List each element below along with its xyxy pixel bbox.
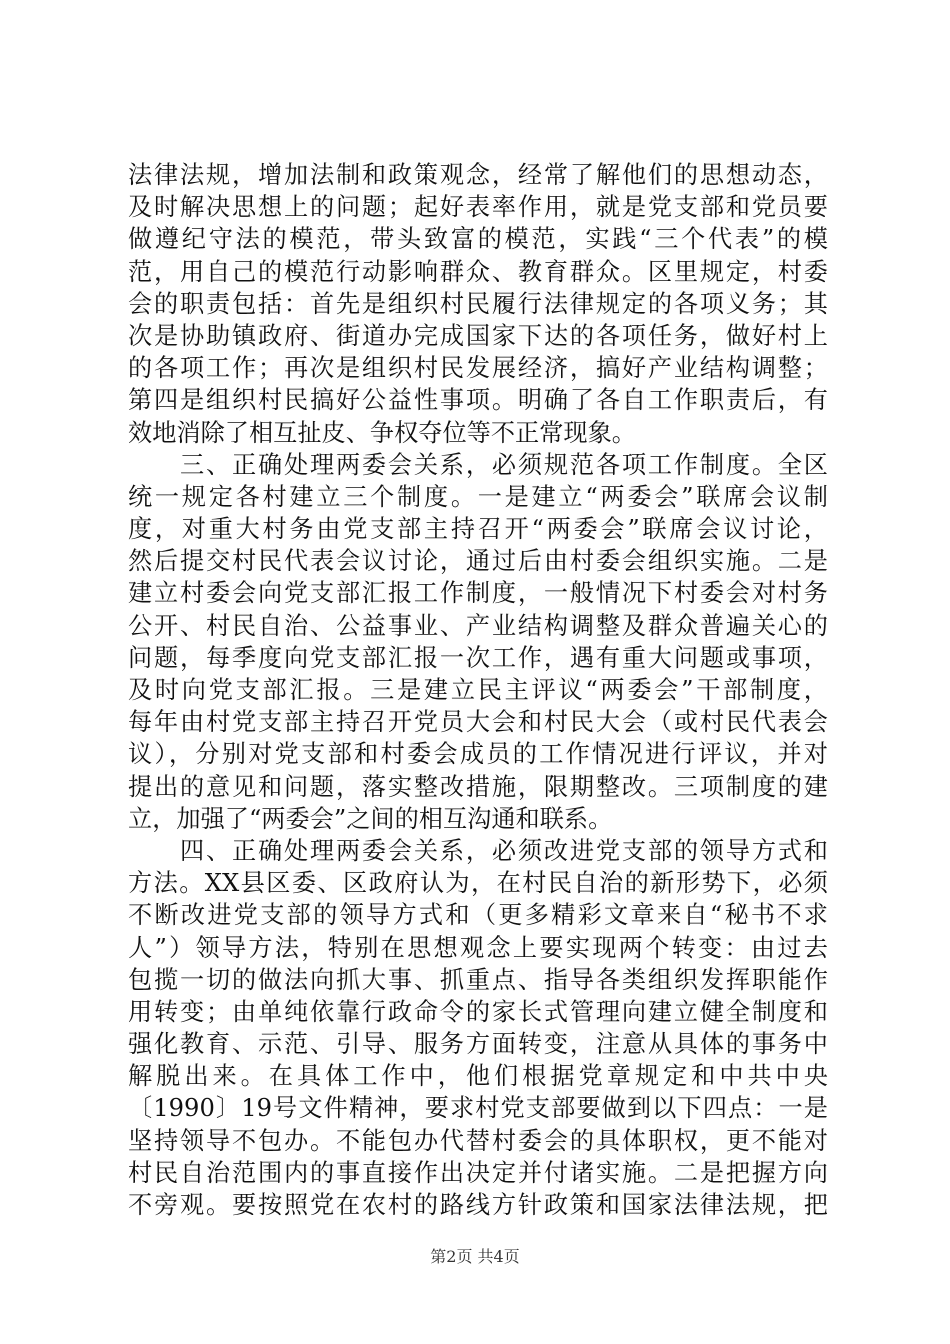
text-line: 用转变；由单纯依靠行政命令的家长式管理向建立健全制度和 <box>128 997 828 1026</box>
text-line: 解脱出来。在具体工作中，他们根据党章规定和中共中央 <box>128 1062 828 1091</box>
text-line: 效地消除了相互扯皮、争权夺位等不正常现象。 <box>128 418 636 447</box>
text-line: 强化教育、示范、引导、服务方面转变，注意从具体的事务中 <box>128 1030 828 1059</box>
text-line: 人”）领导方法，特别在思想观念上要实现两个转变：由过去 <box>128 933 828 962</box>
text-line: 议），分别对党支部和村委会成员的工作情况进行评议，并对 <box>128 740 828 769</box>
text-line: 法律法规，增加法制和政策观念，经常了解他们的思想动态， <box>128 161 828 189</box>
text-line: 建立村委会向党支部汇报工作制度，一般情况下村委会对村务 <box>128 579 828 608</box>
text-line: 问题，每季度向党支部汇报一次工作，遇有重大问题或事项， <box>128 643 828 672</box>
page-number-label: 第2页 共4页 <box>430 1247 520 1266</box>
text-line: 公开、村民自治、公益事业、产业结构调整及群众普遍关心的 <box>128 611 828 640</box>
text-line: 提出的意见和问题，落实整改措施，限期整改。三项制度的建 <box>128 772 828 801</box>
text-line: 不断改进党支部的领导方式和（更多精彩文章来自“秘书不求 <box>128 901 828 930</box>
text-line: 及时解决思想上的问题；起好表率作用，就是党支部和党员要 <box>128 193 828 222</box>
text-line: 不旁观。要按照党在农村的路线方针政策和国家法律法规，把 <box>128 1191 828 1219</box>
text-line: 四、正确处理两委会关系，必须改进党支部的领导方式和 <box>128 836 828 865</box>
text-line: 包揽一切的做法向抓大事、抓重点、指导各类组织发挥职能作 <box>128 965 828 994</box>
text-line: 会的职责包括：首先是组织村民履行法律规定的各项义务；其 <box>128 289 828 318</box>
text-line: 做遵纪守法的模范，带头致富的模范，实践“三个代表”的模 <box>128 225 828 254</box>
text-line: 然后提交村民代表会议讨论，通过后由村委会组织实施。二是 <box>128 547 828 576</box>
text-line: 立，加强了“两委会”之间的相互沟通和联系。 <box>128 804 613 833</box>
text-line: 及时向党支部汇报。三是建立民主评议“两委会”干部制度， <box>128 676 828 704</box>
text-line: 度，对重大村务由党支部主持召开“两委会”联席会议讨论， <box>128 515 828 544</box>
text-line: 统一规定各村建立三个制度。一是建立“两委会”联席会议制 <box>128 482 828 511</box>
page-footer <box>0 1246 950 1268</box>
text-line: 范，用自己的模范行动影响群众、教育群众。区里规定，村委 <box>128 257 828 286</box>
text-line: 村民自治范围内的事直接作出决定并付诸实施。二是把握方向 <box>128 1158 828 1187</box>
text-line: 方法。XX县区委、区政府认为，在村民自治的新形势下，必须 <box>128 869 828 898</box>
text-line: 三、正确处理两委会关系，必须规范各项工作制度。全区 <box>128 450 828 479</box>
text-line: 次是协助镇政府、街道办完成国家下达的各项任务，做好村上 <box>128 321 828 350</box>
body-text <box>128 159 828 1221</box>
text-line: 〔1990〕19号文件精神，要求村党支部要做到以下四点：一是 <box>128 1094 828 1123</box>
text-line: 坚持领导不包办。不能包办代替村委会的具体职权，更不能对 <box>128 1126 828 1155</box>
text-line: 每年由村党支部主持召开党员大会和村民大会（或村民代表会 <box>128 708 828 737</box>
text-line: 的各项工作；再次是组织村民发展经济，搞好产业结构调整； <box>128 354 828 383</box>
text-line: 第四是组织村民搞好公益性事项。明确了各自工作职责后，有 <box>128 386 828 415</box>
